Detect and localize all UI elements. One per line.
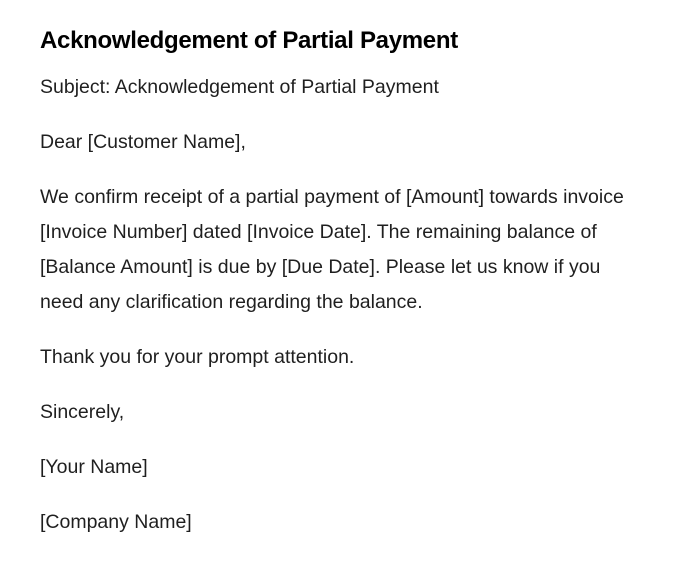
signature-company: [Company Name]	[40, 511, 192, 533]
closing-line: Sincerely,	[40, 401, 125, 423]
body-paragraph: We confirm receipt of a partial payment of [Amount] towards invoice [Invoice Number] dated [Invoice Date]. The remaining balance of [Balance Amount] is due by [Due Date]. Please let us know if you need any clarification regarding the balance.	[40, 186, 624, 313]
thanks-line: Thank you for your prompt attention.	[40, 346, 355, 368]
signature-name: [Your Name]	[40, 456, 148, 478]
subject-line: Subject: Acknowledgement of Partial Payment	[40, 76, 439, 98]
salutation: Dear [Customer Name],	[40, 131, 246, 153]
document-title: Acknowledgement of Partial Payment	[40, 27, 458, 54]
